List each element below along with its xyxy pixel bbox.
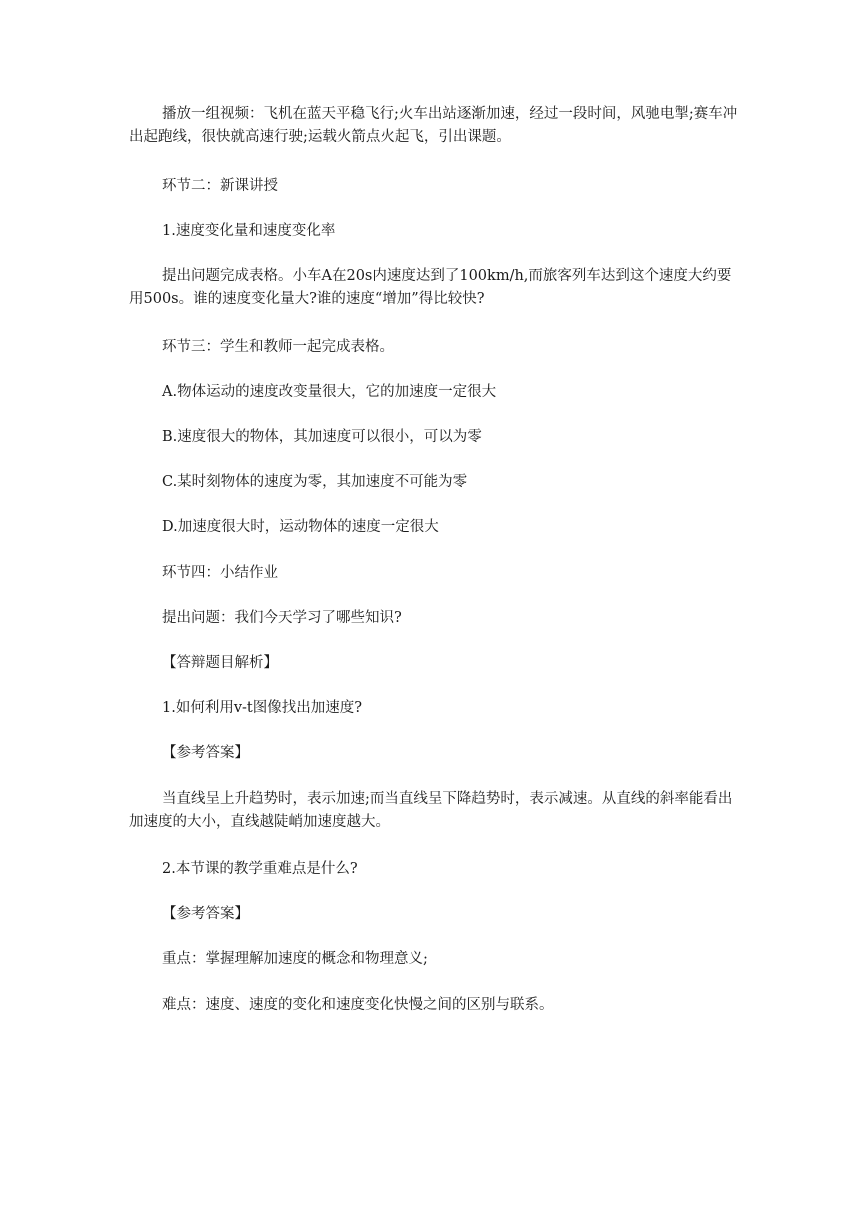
heading-reference-answer-2: 【参考答案】 xyxy=(162,906,249,922)
subsection-heading-1: 1.速度变化量和速度变化率 xyxy=(162,223,336,239)
answer-2-key-point: 重点：掌握理解加速度的概念和物理意义; xyxy=(162,951,428,967)
paragraph-question-summary: 提出问题：我们今天学习了哪些知识? xyxy=(162,610,402,626)
option-b: B.速度很大的物体，其加速度可以很小，可以为零 xyxy=(162,429,482,445)
answer-2-difficulty: 难点：速度、速度的变化和速度变化快慢之间的区别与联系。 xyxy=(162,997,554,1013)
answer-1: 当直线呈上升趋势时，表示加速;而当直线呈下降趋势时，表示减速。从直线的斜率能看出加速度的大小，直线越陡峭加速度越大。 xyxy=(129,791,733,830)
question-1: 1.如何利用v-t图像找出加速度? xyxy=(162,700,363,716)
option-a: A.物体运动的速度改变量很大，它的加速度一定很大 xyxy=(162,384,497,400)
heading-reference-answer-1: 【参考答案】 xyxy=(162,745,249,761)
option-c: C.某时刻物体的速度为零，其加速度不可能为零 xyxy=(162,474,468,490)
heading-defense-analysis: 【答辩题目解析】 xyxy=(162,655,278,671)
paragraph-intro-video: 播放一组视频：飞机在蓝天平稳飞行;火车出站逐渐加速，经过一段时间，风驰电掣;赛车冲出起跑线，很快就高速行驶;运载火箭点火起飞，引出课题。 xyxy=(129,106,738,145)
question-2: 2.本节课的教学重难点是什么? xyxy=(162,861,358,877)
section-heading-2: 环节二：新课讲授 xyxy=(162,178,278,194)
option-d: D.加速度很大时，运动物体的速度一定很大 xyxy=(162,519,439,535)
section-heading-3: 环节三：学生和教师一起完成表格。 xyxy=(162,339,394,355)
paragraph-question-table: 提出问题完成表格。小车A在20s内速度达到了100km/h,而旅客列车达到这个速度大约要用500s。谁的速度变化量大?谁的速度“增加”得比较快? xyxy=(129,268,732,307)
section-heading-4: 环节四：小结作业 xyxy=(162,565,278,581)
